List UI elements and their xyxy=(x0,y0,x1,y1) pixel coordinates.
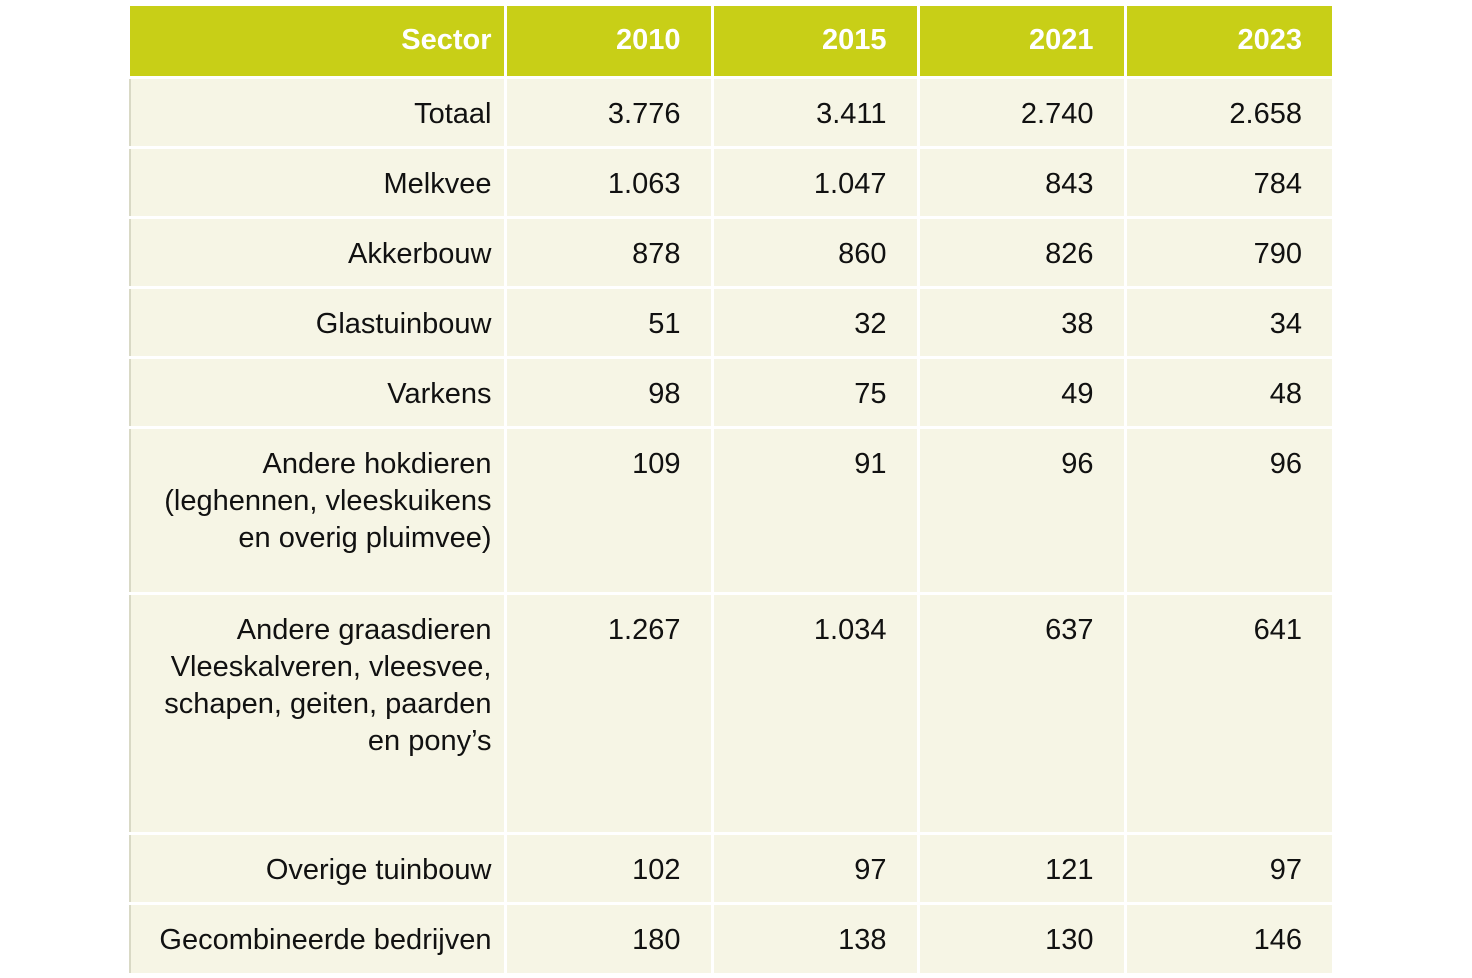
table-header xyxy=(130,6,1332,77)
value-cell: 790 xyxy=(1125,217,1332,287)
value-cell: 1.034 xyxy=(712,593,918,833)
table-body xyxy=(130,77,1332,973)
table-row xyxy=(130,593,1332,833)
value-cell: 91 xyxy=(712,427,918,593)
value-cell: 121 xyxy=(918,833,1125,903)
value-cell: 3.776 xyxy=(505,77,712,147)
value-cell: 130 xyxy=(918,903,1125,973)
table-row xyxy=(130,287,1332,357)
header-sector: Sector xyxy=(130,6,505,77)
value-cell: 860 xyxy=(712,217,918,287)
value-cell: 180 xyxy=(505,903,712,973)
value-cell: 32 xyxy=(712,287,918,357)
table-row xyxy=(130,217,1332,287)
value-cell: 96 xyxy=(1125,427,1332,593)
sector-cell: Varkens xyxy=(130,357,505,427)
sector-cell: Overige tuinbouw xyxy=(130,833,505,903)
value-cell: 2.658 xyxy=(1125,77,1332,147)
sector-cell: Glastuinbouw xyxy=(130,287,505,357)
value-cell: 109 xyxy=(505,427,712,593)
value-cell: 96 xyxy=(918,427,1125,593)
value-cell: 146 xyxy=(1125,903,1332,973)
value-cell: 641 xyxy=(1125,593,1332,833)
value-cell: 34 xyxy=(1125,287,1332,357)
value-cell: 1.063 xyxy=(505,147,712,217)
value-cell: 49 xyxy=(918,357,1125,427)
sector-cell: Gecombineerde bedrijven xyxy=(130,903,505,973)
table-row xyxy=(130,357,1332,427)
value-cell: 97 xyxy=(1125,833,1332,903)
table-row xyxy=(130,77,1332,147)
value-cell: 3.411 xyxy=(712,77,918,147)
value-cell: 878 xyxy=(505,217,712,287)
sector-cell: Melkvee xyxy=(130,147,505,217)
header-2010: 2010 xyxy=(505,6,712,77)
value-cell: 102 xyxy=(505,833,712,903)
value-cell: 826 xyxy=(918,217,1125,287)
sector-cell: Totaal xyxy=(130,77,505,147)
value-cell: 51 xyxy=(505,287,712,357)
table-row xyxy=(130,833,1332,903)
value-cell: 637 xyxy=(918,593,1125,833)
value-cell: 38 xyxy=(918,287,1125,357)
value-cell: 2.740 xyxy=(918,77,1125,147)
sector-cell: Akkerbouw xyxy=(130,217,505,287)
table-row xyxy=(130,147,1332,217)
value-cell: 98 xyxy=(505,357,712,427)
header-row xyxy=(130,6,1332,77)
value-cell: 48 xyxy=(1125,357,1332,427)
value-cell: 97 xyxy=(712,833,918,903)
header-2021: 2021 xyxy=(918,6,1125,77)
value-cell: 843 xyxy=(918,147,1125,217)
sector-cell: Andere hokdieren (leghennen, vleeskuikens en overig pluimvee) xyxy=(130,427,505,593)
value-cell: 75 xyxy=(712,357,918,427)
header-2023: 2023 xyxy=(1125,6,1332,77)
table-row xyxy=(130,427,1332,593)
value-cell: 1.267 xyxy=(505,593,712,833)
value-cell: 138 xyxy=(712,903,918,973)
value-cell: 1.047 xyxy=(712,147,918,217)
header-2015: 2015 xyxy=(712,6,918,77)
value-cell: 784 xyxy=(1125,147,1332,217)
sector-cell: Andere graasdieren Vleeskalveren, vleesvee, schapen, geiten, paarden en pony’s xyxy=(130,593,505,833)
sector-table-container xyxy=(129,6,1331,973)
sector-table xyxy=(129,6,1332,973)
table-row xyxy=(130,903,1332,973)
